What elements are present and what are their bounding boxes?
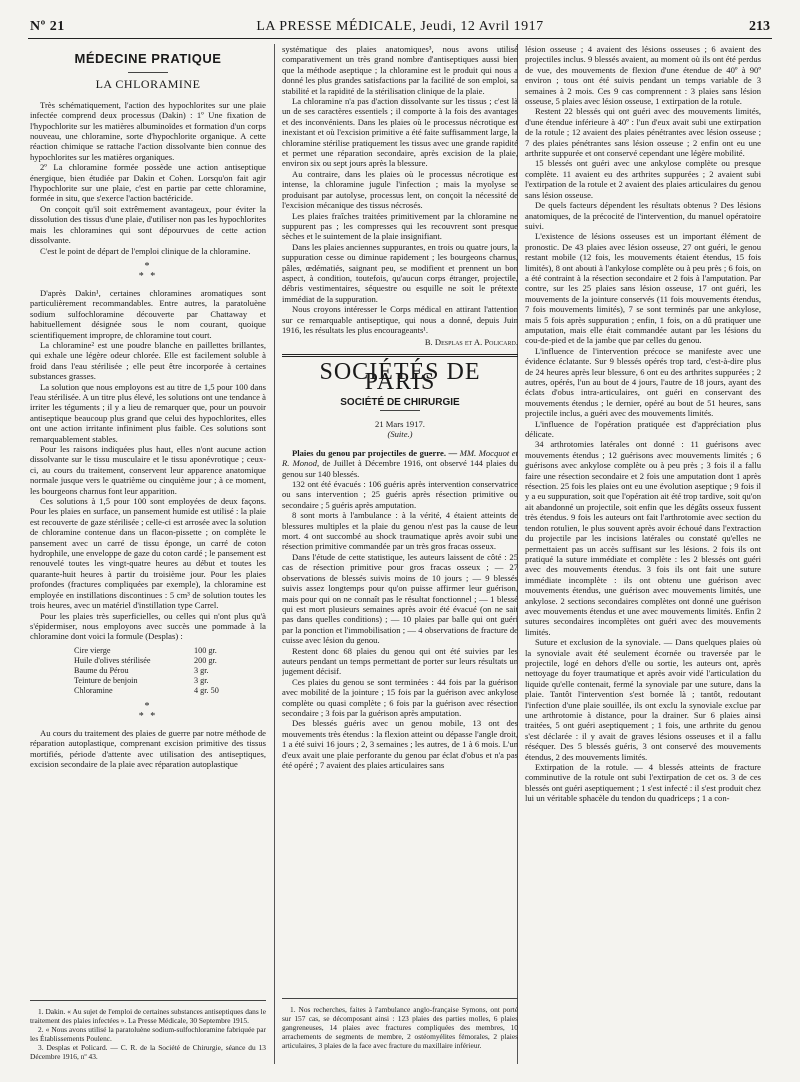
communication-title: Plaies du genou par projectiles de guerre. — xyxy=(292,447,458,458)
paragraph: Ces solutions à 1,5 pour 100 sont employées de deux façons. Pour les plaies en surface, un pansement humide est utilisé : la plaie est recouverte de gaze stérilisée ; celle-ci est arrosée avec la solution de chloramine contenue dans un flacon-pissette ; on complète le pansement avec un carré de tissu éponge, un carré de coton hydrophile, une enveloppe de gaze du coton cardé ; le pansement est renouvelé toutes les vingt-quatre heures au début et toutes les quarante-huit heures à partir du troisième jour. Pour les plaies profondes (fractures compliquées par exemple), la chloramine est employée en instillations discontinues : 5 cm³ de solution toutes les trois heures, avec un matériel d'instillation type Carrel. xyxy=(30,496,266,611)
column-1 xyxy=(30,44,266,994)
paragraph: Restent 22 blessés qui ont guéri avec des mouvements limités, d'une étendue inférieure à 40º : l'un d'eux avait subi une extirpation de la rotule ; 12 avaient des plaies pénétrantes avec lésion osseuse ; 7 des plaies pénétrantes sans lésion osseuse ; 2 enfin ont eu une arthrite suppurée et ont conservé cependant une légère mobilité. xyxy=(525,106,761,159)
asterism-ornament: * * * xyxy=(138,260,158,282)
divider xyxy=(380,410,420,411)
paragraph: Les plaies fraîches traitées primitivement par la chloramine ne suppurent pas ; les compresses qui les recouvrent sont presque sèches et le suintement de la plaie insignifiant. xyxy=(282,210,518,242)
session-date: 21 Mars 1917. xyxy=(375,419,425,429)
paragraph: Pour les raisons indiquées plus haut, elles n'ont aucune action dissolvante sur le tissu musculaire et le tissu aponévrotique ; ceux-ci, au cours du traitement, conservent leur apparence anatomique normale jusque vers le quatrième ou cinquième jour ; à ce moment, les bourgeons charnus font leur apparition. xyxy=(30,444,266,496)
paragraph: La solution que nous employons est au titre de 1,5 pour 100 dans l'eau stérilisée. A un titre plus élevé, les solutions ont une tendance à irriter les téguments ; il y a lieu de remarquer que, pour un pouvoir antiseptique beaucoup plus grand que celui des hypochlorites, elles ont une action irritante infiniment plus faible. Ces solutions sont remarquablement stables. xyxy=(30,381,266,444)
paragraph: Pour les plaies très superficielles, ou celles qui n'ont plus qu'à s'épidermiser, nous employons avec succès une pommade à la chloramine dont voici la formule (Desplas) : xyxy=(30,610,266,642)
article-body-1 xyxy=(30,100,266,256)
quantity: 4 gr. 50 xyxy=(194,685,219,695)
paragraph: Extirpation de la rotule. — 4 blessés atteints de fracture comminutive de la rotule ont subi l'extirpation de cet os. 3 de ces blessés ont guéri aseptiquement ; 1 s'est infecté : il s'est produit chez lui un véritable sphacèle du tendon du quadriceps ; 1 a con- xyxy=(525,762,761,804)
ointment-formula xyxy=(74,646,266,696)
footnote: 1. Dakin. « Au sujet de l'emploi de certaines substances antiseptiques dans le traitement des plaies infectées ». La Presse Médicale, 30 Septembre 1915. xyxy=(30,1007,266,1025)
article-signature: B. Desplas et A. Policard. xyxy=(424,337,518,348)
paragraph: 132 ont été évacués : 106 guéris après intervention conservatrice ou sans intervention ; 25 guéris après résection primitive ou secondaire ; 5 guéris après amputation. xyxy=(282,479,518,510)
ingredient: Huile d'olives stérilisée xyxy=(74,655,151,665)
divider xyxy=(128,72,168,73)
paragraph: Restent donc 68 plaies du genou qui ont été suivies par les auteurs pendant un temps permettant de porter sur leurs résultats un jugement décisif. xyxy=(282,645,518,677)
paragraph: C'est le point de départ de l'emploi clinique de la chloramine. xyxy=(40,245,251,256)
communication-authors: MM. Mocquot et R. Monod, xyxy=(282,447,518,469)
article-body-2 xyxy=(30,288,266,642)
paragraph: Dans l'étude de cette statistique, les auteurs laissent de côté : 25 cas de résection primitive pour gros fracas osseux ; — 27 observations de blessés suivis moins de 10 jours ; — 9 blessés suivis assez longtemps pour qu'on puisse affirmer leur guérison, mais pour qui on ne connaît pas le résultat fonctionnel ; — 1 blessé qui est mort plusieurs semaines après avoir été évacué (on ne sait pas dans quelles conditions) ; — 10 plaies par balle qui ont guéri par la ponction et l'immobilisation ; — 4 observations de fracture de cuisse avec lésion du genou. xyxy=(282,551,518,646)
quantity: 200 gr. xyxy=(194,655,217,665)
paragraph: On conçoit qu'il soit extrêmement avantageux, pour éviter la dissolution des tissus d'une plaie, d'utiliser non pas les hypochlorites mais les chloramines qui sont dépourvues de cette action dissolvante. xyxy=(30,203,266,246)
paragraph: Dans les plaies anciennes suppurantes, en trois ou quatre jours, la suppuration cesse ou diminue rapidement ; les bourgeons charnus, pâles, œdématiés, saignant peu, se modifient et prennent un bon aspect, à condition, toutefois, qu'aucun corps étranger, projectile, débris vestimentaires, séquestre ou esquille ne soit le prétexte immédiat de la suppuration. xyxy=(282,241,518,304)
page-header xyxy=(28,16,772,39)
paragraph: L'influence de l'intervention précoce se manifeste avec une évidence éclatante. Sur 9 blessés opérés trop tard, c'est-à-dire plus de 24 heures après leur blessure, 6 ont eu des arthrites suppurées ; 2 autres, opérés, l'un au bout de 4 jours, l'autre de 18 jours, ayant des éclats d'obus intra-articulaires, ont guéri en conservant des mouvements étendus ; le dernier, opéré au bout de 51 heures, sans projectile inclus, a guéri avec des mouvements limités. xyxy=(525,345,761,419)
column-divider xyxy=(274,44,275,1064)
ingredient: Cire vierge xyxy=(74,645,111,655)
continued-label: (Suite.) xyxy=(387,429,413,440)
column-3 xyxy=(525,44,761,1074)
quantity: 3 gr. xyxy=(194,665,209,675)
ingredient: Chloramine xyxy=(74,685,113,695)
section-title: MÉDECINE PRATIQUE xyxy=(74,51,222,66)
formula-row xyxy=(74,656,266,666)
paragraph: La chloramine n'a pas d'action dissolvante sur les tissus ; c'est là un de ses caractères essentiels ; il comporte à la fois des avantages et des inconvénients. Dans les plaies où le processus nécrotique est inexistant et où l'excision primitive a été faite suffisamment large, la chloramine stérilise pratiquement les tissus avec une grande rapidité et permet une réparation secondaire, après excision de la plaie, environ six ou sept jours après la blessure. xyxy=(282,96,518,169)
paragraph: D'après Dakin¹, certaines chloramines aromatiques sont particulièrement recommandables. Entre autres, la paratoluène sodium sulfochloramine découverte par Chattaway et habituellement désignée sous le nom courant, quoique scientifiquement impropre, de chloramine tout court. xyxy=(30,287,266,340)
article-title: LA CHLORAMINE xyxy=(95,77,201,92)
paragraph: La chloramine² est une poudre blanche en paillettes brillantes, qui exhale une légère odeur chlorée. Elle est facilement soluble à froid dans l'eau stérilisée ; elle peut être incorporée à certaines substances grasses. xyxy=(30,339,266,382)
paragraph: 8 sont morts à l'ambulance : à la vérité, 4 étaient atteints de blessures multiples et la plaie du genou n'est pas la cause de leur mort. 4 ont succombé au shock traumatique après avoir subi une résection primitive commandée par un très gros fracas osseux. xyxy=(282,510,518,552)
paragraph: Très schématiquement, l'action des hypochlorites sur une plaie infectée comprend deux processus (Dakin) : 1º Une fixation de l'hypochlorite sur les matières albuminoïdes et formation d'un corps nouveau, une chloramine, sorte d'hypochlorite organique. A cette réaction chimique se rattache l'action dissolvante bien connue des hypochlorites sur les matières organiques. xyxy=(30,99,266,162)
society-name: SOCIÉTÉ DE CHIRURGIE xyxy=(340,396,460,408)
paragraph: systématique des plaies anatomiques³, nous avons utilisé comparativement un très grand nombre d'antiseptiques aussi bien que la méthode aseptique ; la chloramine est le produit qui nous a donné les plus grandes satisfactions par la facilité de son emploi, sa stabilité et la rapidité de la stérilisation clinique de la plaie. xyxy=(282,44,518,96)
paragraph: L'influence de l'opération pratiquée est d'appréciation plus délicate. xyxy=(525,418,761,440)
footnotes xyxy=(282,998,518,1050)
paragraph: 2º La chloramine formée possède une action antiseptique énergique, bien étudiée par Dakin et Cohen. Lorsqu'on fait agir l'hypochlorite sur une plaie, c'est en partie par cette chloramine, formée in situ, que s'exerce l'action bactéricide. xyxy=(30,162,266,204)
paragraph: L'existence de lésions osseuses est un important élément de pronostic. De 43 plaies avec lésion osseuse, 27 ont guéri, le genou restant mobile (12 fois, les mouvements étaient étendus, 15 fois limités), 8 ont abouti à l'ankylose complète ou à peu près ; 6 fois, on a été contraint à la résection secondaire et 2 fois à l'amputation. Par contre, sur les 25 plaies sans lésion osseuse, 17 ont guéri, les mouvements de la jointure conservés (11 fois mouvements étendus, 7 fois mouvements limités), 7 se sont terminés par une ankylose, mais 5 fois après suppuration ; enfin, 1 fois, on a dû pratiquer une amputation, mais elle était commandée autant par les lésions du cou-de-pied et de la jambe que par celles du genou. xyxy=(525,231,761,346)
formula-row xyxy=(74,666,266,676)
paragraph: Des blessés guéris avec un genou mobile, 13 ont des mouvements très étendus : la flexion atteint ou dépasse l'angle droit, 1 a été suivi 16 jours ; 2, 3 semaines ; les autres, de 1 à 6 mois. L'un d'eux avait une plaie perforante du genou par éclat d'obus et n'a pas été opéré ; 7 avaient des plaies articulaires sans xyxy=(282,718,518,770)
journal-title: LA PRESSE MÉDICALE, Jeudi, 12 Avril 1917 xyxy=(256,19,544,34)
footnotes xyxy=(30,1000,266,1061)
footnote: 2. « Nous avons utilisé la paratoluène sodium-sulfochloramine fabriquée par les Établissements Poulenc. xyxy=(30,1025,266,1043)
paragraph: Nous croyons intéresser le Corps médical en attirant l'attention sur ce remarquable antiseptique, qui nous a donné, depuis Juin 1916, les résultats les plus encourageants¹. xyxy=(282,304,518,335)
footnote: 1. Nos recherches, faites à l'ambulance anglo-française Symons, ont porté sur 157 cas, se décomposant ainsi : 123 plaies des parties molles, 6 plaies gangreneuses, 14 plaies avec fractures compliquées des membres, 10 arrachements de segments de membre, 2 ostéomyélites fémorales, 2 plaies articulaires, 3 plaies de la face avec fracture du maxillaire inférieur. xyxy=(282,1005,518,1050)
formula-row xyxy=(74,646,266,656)
footnote: 3. Desplas et Policard. — C. R. de la Société de Chirurgie, séance du 13 Décembre 1916, nº 43. xyxy=(30,1043,266,1061)
paragraph: Au cours du traitement des plaies de guerre par notre méthode de réparation autoplastique, comprenant excision primitive des tissus mortifiés, période d'attente avec utilisation des antiseptiques, excision secondaire de la plaie avec réparation autoplastique xyxy=(30,727,266,769)
paragraph xyxy=(282,448,518,479)
paragraph: 34 arthrotomies latérales ont donné : 11 guérisons avec mouvements étendus ; 12 guérisons avec mouvements limités ; 6 guérisons avec ankylose complète ou à peu près ; 3 fois il a fallu faire une résection secondaire et 2 fois une amputation dont 1 après résection. 25 fois les plaies ont eu une évolution aseptique ; 9 fois il y a eu suppuration, soit que l'opération ait été trop tardive, soit qu'on ait abandonné un projectile, soit enfin que les dégâts osseux fussent très étendus. 9 fois les auteurs ont fait l'arthrotomie avec section du tendon rotulien, le plus souvent après avoir échoué dans l'extraction du projectile par les incisions latérales ou constaté qu'elles ne permettaient pas un accès suffisant sur les lésions. 2 fois ils ont pratiqué la suture immédiate et complète : les 2 blessés ont guéri avec des mouvements étendus. 3 fois ils ont fait une suture immédiate incomplète : ils ont obtenu une guérison avec mouvements étendus, une guérison avec mouvements limités, une ankylose. 2 sections secondaires complètes ont donné une guérison avec mouvements étendus et une avec mouvements limités. Enfin 2 sutures secondaires incomplètes ont guéri avec des mouvements limités. xyxy=(525,439,761,637)
paragraph: Au contraire, dans les plaies où le processus nécrotique est intense, la chloramine jugule l'infection ; mais la myolyse se produisant par autolyse, processus lent, on conçoit la nécessité de l'excision mécanique des tissus nécrosés. xyxy=(282,168,518,211)
formula-row xyxy=(74,686,266,696)
column-2 xyxy=(282,44,518,994)
communication-text: de Juillet à Décembre 1916, ont observé 144 plaies du genou sur 140 blessés. xyxy=(282,458,518,479)
issue-number: Nº 21 xyxy=(30,19,65,34)
paragraph: lésion osseuse ; 4 avaient des lésions osseuses ; 6 avaient des projectiles inclus. 9 blessés avaient, au moment où ils ont été perdus de vue, des mouvements de flexion d'une étendue de 40º à 90º environ ; tous ont été suivis pendant un temps variable de 3 semaines à 2 mois. Ces 9 cas comprennent : 3 plaies sans lésion osseuse, 5 plaies avec lésion osseuse, 1 extirpation de la rotule. xyxy=(525,44,761,107)
quantity: 100 gr. xyxy=(194,645,217,655)
section-title: SOCIÉTÉS DE PARIS xyxy=(282,354,518,388)
paragraph: 15 blessés ont guéri avec une ankylose complète ou presque complète. 11 avaient eu des arthrites suppurées ; 2 avaient subi l'extirpation de la rotule et 2 avaient des plaies articulaires du genou sans lésion osseuse. xyxy=(525,158,761,200)
paragraph: Suture et exclusion de la synoviale. — Dans quelques plaies où la synoviale avait été seulement écornée ou traversée par le projectile, logé en dehors d'elle ou sortie, les auteurs ont, après nettoyage du foyer traumatique et après avoir vidé l'articulation du liquide qu'elle contenait, fermé la synoviale par une suture, dans la plaie. Tantôt l'intervention s'est bornée là ; tantôt, redoutant l'infection d'une plaie souillée, ils ont exclu la synoviale exclue par une arthrotomie à distance, pour la drainer. Sur 6 plaies ainsi traitées, 5 ont guéri aseptiquement ; 1 fois, une arthrite du genou s'est déclarée : il y avait de graves lésions osseuses et il a fallu réséquer. Des 5 blessés guéris, 3 ont conservé des mouvements étendus, 2 des mouvements limités. xyxy=(525,637,761,762)
formula-row xyxy=(74,676,266,686)
paragraph: Ces plaies du genou se sont terminées : 44 fois par la guérison avec mobilité de la jointure ; 15 fois par la guérison avec ankylose complète ou quasi complète ; 6 fois par la guérison avec résection secondaire ; 3 fois par la guérison après amputation. xyxy=(282,676,518,718)
quantity: 3 gr. xyxy=(194,675,209,685)
ingredient: Teinture de benjoin xyxy=(74,675,138,685)
ingredient: Baume du Pérou xyxy=(74,665,129,675)
asterism-ornament: * * * xyxy=(138,700,158,722)
paragraph: De quels facteurs dépendent les résultats obtenus ? Des lésions anatomiques, de la précocité de l'intervention, du manuel opératoire suivi. xyxy=(525,200,761,231)
page-number: 213 xyxy=(749,19,770,34)
